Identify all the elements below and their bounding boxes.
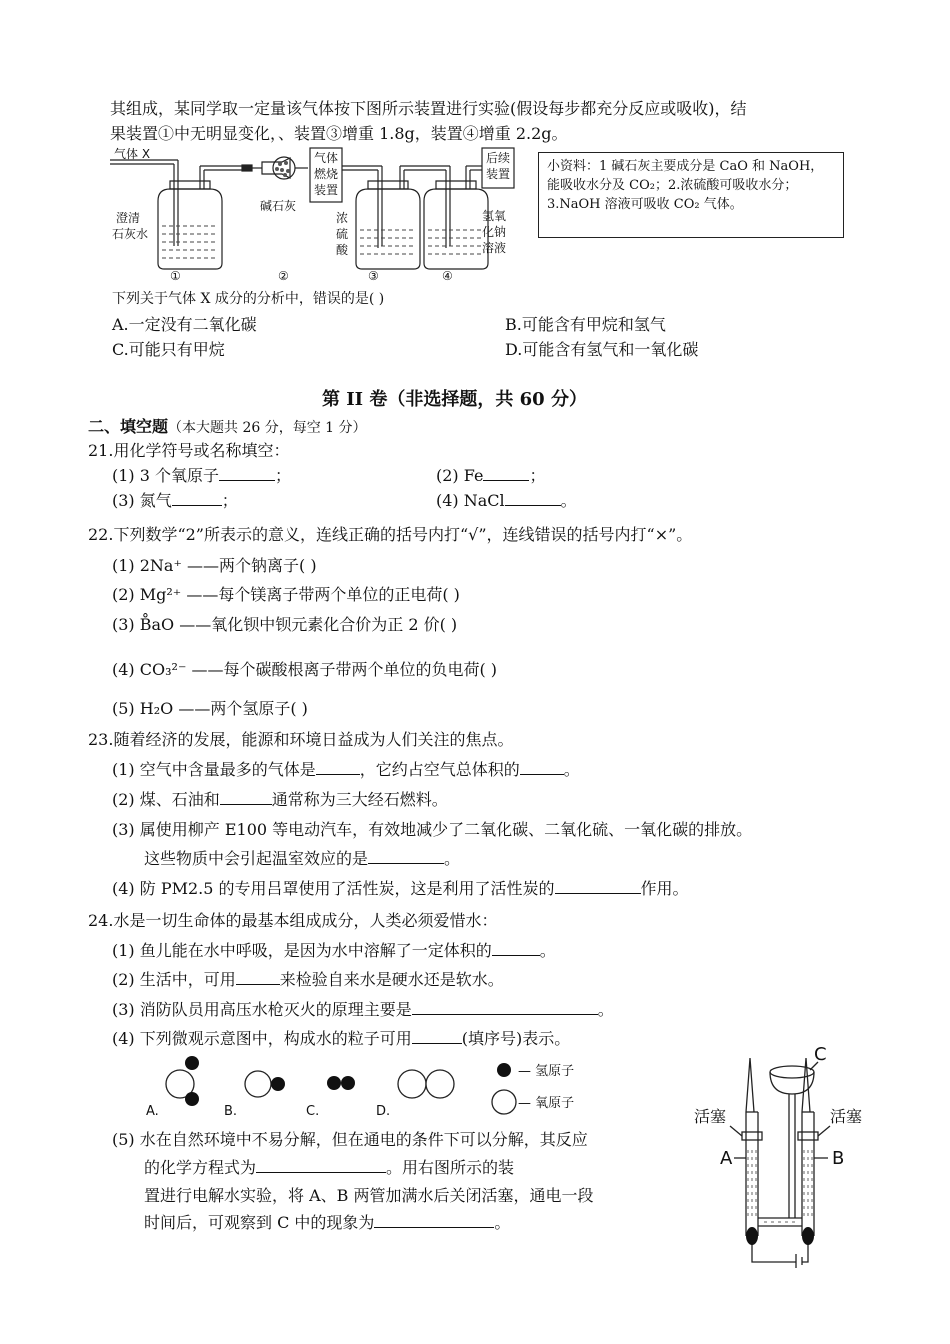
device-number-4: ④: [442, 269, 453, 283]
part2-desc: （本大题共 26 分，每空 1 分）: [168, 420, 367, 436]
q24-item-2: [112, 967, 504, 990]
q22-stem: 22.下列数学“2”所表示的意义，连线正确的括号内打“√”，连线错误的括号内打“×”。: [88, 525, 693, 544]
answer-blank[interactable]: [219, 466, 275, 481]
q20-option-c: C.可能只有甲烷: [112, 340, 225, 359]
device-number-1: ①: [170, 269, 181, 283]
punct: ；: [275, 466, 292, 485]
hydrogen-atom: [185, 1092, 199, 1106]
answer-blank[interactable]: [368, 849, 444, 864]
particle-option-b: B.: [224, 1104, 238, 1119]
q20-option-d: D.可能含有氢气和一氧化碳: [505, 340, 699, 359]
q23-item-3-text: 这些物质中会引起温室效应的是: [144, 849, 369, 868]
q24-item-5e: [144, 1210, 510, 1233]
q21-item-3: [112, 488, 238, 511]
particle-option-d: D.: [376, 1104, 391, 1119]
q23-item-1-text-b: ，它约占空气总体积的: [359, 760, 520, 779]
device-number-2: ②: [278, 269, 289, 283]
punct: 。: [563, 760, 580, 779]
q20-option-a: A.一定没有二氧化碳: [112, 315, 257, 334]
q24-item-4-text-b: (填序号)表示。: [461, 1029, 571, 1048]
q24-item-2-text-b: 来检验自来水是硬水还是软水。: [279, 970, 504, 989]
burn-device-label-1: 气体: [314, 151, 339, 165]
q23-item-4-text: (4) 防 PM2.5 的专用吕罩使用了活性炭，这是利用了活性炭的: [112, 879, 555, 898]
q23-item-1-text: (1) 空气中含量最多的气体是: [112, 760, 316, 779]
info-note-box: 小资料：1 碱石灰主要成分是 CaO 和 NaOH，能吸收水分及 CO₂；2.浓硫酸可吸收水分；3.NaOH 溶液可吸收 CO₂ 气体。: [538, 152, 844, 238]
q21-item-4-text: (4) NaCl: [436, 491, 505, 510]
punct: 。: [444, 849, 461, 868]
limewater-label-2: 石灰水: [112, 227, 149, 241]
answer-blank[interactable]: [374, 1213, 494, 1228]
q23-stem: 23.随着经济的发展，能源和环境日益成为人们关注的焦点。: [88, 730, 514, 749]
apparatus-label-c: C: [814, 1044, 827, 1065]
answer-blank[interactable]: [505, 491, 561, 506]
q20-intro-line2: 果装置①中无明显变化，、装置③增重 1.8g，装置④增重 2.2g。: [110, 124, 568, 143]
q23-item-4-text-b: 作用。: [640, 879, 689, 898]
apparatus-label-a: A: [720, 1148, 733, 1169]
q21-item-1: [112, 463, 291, 486]
q22-item-5: (5) H₂O ——两个氢原子( ): [112, 699, 308, 718]
acid-label-1: 浓: [336, 211, 349, 225]
q23-item-2-text-b: 通常称为三大经石燃料。: [271, 790, 448, 809]
q20-question: 下列关于气体 X 成分的分析中，错误的是( ): [112, 291, 385, 307]
answer-blank[interactable]: [412, 1000, 598, 1015]
hydrogen-atom: [185, 1056, 199, 1070]
punct: ；: [221, 491, 238, 510]
section-title: 第 II 卷（非选择题，共 60 分）: [322, 389, 587, 410]
electrode: [746, 1227, 758, 1245]
legend-hydrogen: — 氢原子: [518, 1064, 575, 1079]
part2-head: 二、填空题: [88, 417, 169, 436]
q21-item-2: [436, 463, 545, 486]
hydrogen-atom: [271, 1077, 285, 1091]
gas-apparatus-figure: [110, 146, 530, 286]
device-number-3: ③: [368, 269, 379, 283]
q24-stem: 24.水是一切生命体的最基本组成成分，人类必须爱惜水：: [88, 911, 498, 930]
punct: ；: [529, 466, 546, 485]
q24-item-3-text: (3) 消防队员用高压水枪灭火的原理主要是: [112, 1000, 412, 1019]
valve-label-right: 活塞: [830, 1107, 863, 1126]
electrode: [802, 1227, 814, 1245]
q22-item-2: (2) Mg²⁺ ——每个镁离子带两个单位的正电荷( ): [112, 585, 460, 604]
follow-device-label-1: 后续: [486, 151, 511, 165]
naoh-label-2: 化钠: [482, 225, 507, 239]
q23-item-1: [112, 757, 580, 780]
answer-blank[interactable]: [412, 1029, 462, 1044]
q24-item-5-text: 的化学方程式为: [144, 1158, 257, 1177]
naoh-label-1: 氢氧: [482, 209, 507, 223]
follow-device-label-2: 装置: [486, 167, 511, 181]
burn-device-label-2: 燃烧: [314, 167, 339, 181]
q21-item-3-text: (3) 氮气: [112, 491, 172, 510]
q21-stem: 21.用化学符号或名称填空：: [88, 441, 290, 460]
q24-item-2-text: (2) 生活中，可用: [112, 970, 236, 989]
particle-option-c: C.: [306, 1104, 320, 1119]
answer-blank[interactable]: [220, 790, 272, 805]
electrolysis-apparatus: [690, 1040, 880, 1270]
q22-item-3: (3) B̊aO ——氧化钡中钡元素化合价为正 2 价( ): [112, 615, 458, 634]
answer-blank[interactable]: [172, 491, 222, 506]
valve-label-left: 活塞: [694, 1107, 727, 1126]
particle-option-a: A.: [146, 1104, 159, 1119]
answer-blank[interactable]: [520, 760, 564, 775]
q24-item-1: [112, 938, 556, 961]
naoh-label-3: 溶液: [482, 241, 507, 255]
answer-blank[interactable]: [483, 466, 529, 481]
gas-x-label: 气体 X: [114, 147, 151, 161]
hydrogen-atom: [327, 1076, 341, 1090]
q23-item-2-text: (2) 煤、石油和: [112, 790, 220, 809]
q22-item-4: (4) CO₃²⁻ ——每个碳酸根离子带两个单位的负电荷( ): [112, 660, 498, 679]
burn-device-label-3: 装置: [314, 183, 339, 197]
q24-item-5b: [144, 1155, 514, 1178]
q20-intro-line1: 其组成，某同学取一定量该气体按下图所示装置进行实验(假设每步都充分反应或吸收)，结: [110, 99, 747, 118]
acid-label-2: 硫: [336, 227, 349, 241]
hydrogen-atom: [497, 1063, 511, 1077]
legend-oxygen: — 氧原子: [518, 1096, 575, 1111]
q24-item-5-text-c: 。用右图所示的装: [386, 1158, 515, 1177]
q23-item-3b: [144, 846, 460, 869]
q21-item-1-text: (1) 3 个氧原子: [112, 466, 220, 485]
q24-item-4: [112, 1026, 570, 1049]
q22-item-1: (1) 2Na⁺ ——两个钠离子( ): [112, 556, 317, 575]
punct: 。: [539, 941, 556, 960]
answer-blank[interactable]: [236, 970, 280, 985]
q24-item-3: [112, 997, 614, 1020]
hydrogen-atom: [341, 1076, 355, 1090]
q24-item-5a: (5) 水在自然环境中不易分解，但在通电的条件下可以分解，其反应: [112, 1130, 588, 1149]
q24-item-4-text: (4) 下列微观示意图中，构成水的粒子可用: [112, 1029, 412, 1048]
punct: 。: [494, 1213, 511, 1232]
q21-item-2-text: (2) Fe: [436, 466, 484, 485]
q23-item-2: [112, 787, 448, 810]
answer-blank[interactable]: [555, 879, 641, 894]
apparatus-label-b: B: [832, 1148, 845, 1169]
acid-label-3: 酸: [336, 243, 349, 257]
q24-item-1-text: (1) 鱼儿能在水中呼吸，是因为水中溶解了一定体积的: [112, 941, 492, 960]
q23-item-3a: (3) 属使用柳产 E100 等电动汽车，有效地减少了二氧化碳、二氧化硫、一氧化碳的排放。: [112, 820, 753, 839]
answer-blank[interactable]: [492, 941, 540, 956]
punct: 。: [560, 491, 577, 510]
q21-item-4: [436, 488, 577, 511]
limewater-label-1: 澄清: [116, 211, 141, 225]
part2-heading: [88, 414, 367, 437]
q24-item-5d: 置进行电解水实验，将 A、B 两管加满水后关闭活塞，通电一段: [144, 1186, 594, 1205]
q23-item-4: [112, 876, 689, 899]
answer-blank[interactable]: [256, 1158, 386, 1173]
q24-item-5-text-e: 时间后，可观察到 C 中的现象为: [144, 1213, 375, 1232]
q20-option-b: B.可能含有甲烷和氢气: [505, 315, 666, 334]
answer-blank[interactable]: [316, 760, 360, 775]
particle-diagrams: [140, 1054, 600, 1124]
soda-lime-label: 碱石灰: [260, 199, 297, 213]
punct: 。: [597, 1000, 614, 1019]
